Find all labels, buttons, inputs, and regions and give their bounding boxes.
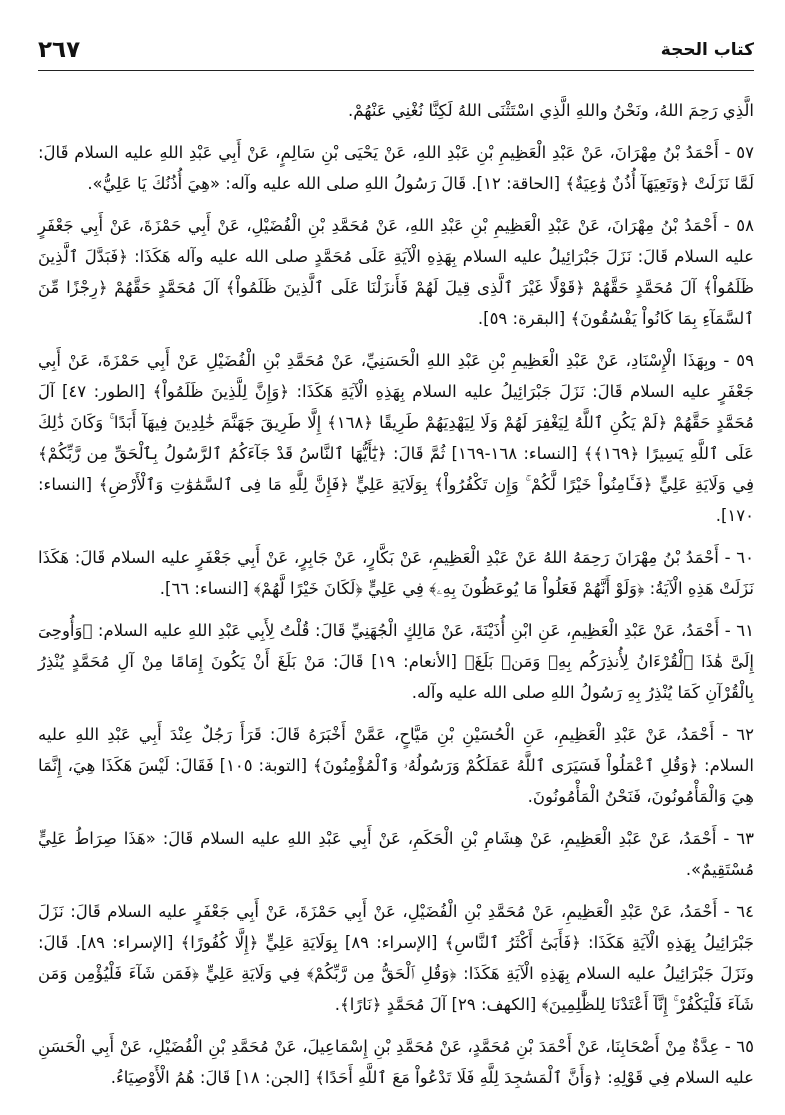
hadith-62: ٦٢ - أَحْمَدُ، عَنْ عَبْدِ الْعَظِيمِ، عَنِ الْحُسَيْنِ بْنِ مَيَّاحٍ، عَمَّنْ أَخْبَرَهُ قَالَ: قَرَأَ رَجُلٌ عِنْدَ أَبِي عَبْدِ اللهِ عليه السلام: ﴿وَقُلِ ٱعْمَلُواْ فَسَيَرَى ٱللَّهُ عَمَلَكُمْ وَرَسُولُهُۥ وَٱلْمُؤْمِنُونَ﴾ [التوبة: ١٠٥] فَقَالَ: لَيْسَ هَكَذَا هِيَ، إِنَّمَا هِيَ وَالْمَأْمُونُونَ، فَنَحْنُ الْمَأْمُونُونَ. [38,725,755,806]
page-header [38,36,754,71]
hadith-58: ٥٨ - أَحْمَدُ بْنُ مِهْرَانَ، عَنْ عَبْدِ الْعَظِيمِ بْنِ عَبْدِ اللهِ، عَنْ مُحَمَّدِ بْنِ الْفُضَيْلِ، عَنْ أَبِي حَمْزَةَ، عَنْ أَبِي جَعْفَرٍ عليه السلام قَالَ: نَزَلَ جَبْرَائِيلُ عليه السلام بِهَذِهِ الْآيَةِ عَلَى مُحَمَّدٍ صلى الله عليه وآله هَكَذَا: ﴿فَبَدَّلَ ٱلَّذِينَ ظَلَمُواْ﴾ آلَ مُحَمَّدٍ حَقَّهُمْ ﴿قَوْلًا غَيْرَ ٱلَّذِى قِيلَ لَهُمْ فَأَنزَلْنَا عَلَى ٱلَّذِينَ ظَلَمُواْ﴾ آلَ مُحَمَّدٍ حَقَّهُمْ ﴿رِجْزًا مِّنَ ٱلسَّمَآءِ بِمَا كَانُواْ يَفْسُقُونَ﴾ [البقرة: ٥٩]. [38,216,754,328]
hadith-57: ٥٧ - أَحْمَدُ بْنُ مِهْرَانَ، عَنْ عَبْدِ الْعَظِيمِ بْنِ عَبْدِ اللهِ، عَنْ يَحْيَى بْنِ سَالِمٍ، عَنْ أَبِي عَبْدِ اللهِ عليه السلام قَالَ: لَمَّا نَزَلَتْ ﴿وَتَعِيَهَآ أُذُنٌ وَٰعِيَةٌ﴾ [الحاقة: ١٢]. قَالَ رَسُولُ اللهِ صلى الله عليه وآله: «هِيَ أُذُنُكَ يَا عَلِيُّ». [38,143,754,193]
hadith-64: ٦٤ - أَحْمَدُ، عَنْ عَبْدِ الْعَظِيمِ، عَنْ مُحَمَّدِ بْنِ الْفُضَيْلِ، عَنْ أَبِي حَمْزَةَ، عَنْ أَبِي جَعْفَرٍ عليه السلام قَالَ: نَزَلَ جَبْرَائِيلُ بِهَذِهِ الْآيَةِ هَكَذَا: ﴿فَأَبَىٰٓ أَكْثَرُ ٱلنَّاسِ﴾ [الإسراء: ٨٩] بِوَلَايَةِ عَلِيٍّ ﴿إِلَّا كُفُورًا﴾ [الإسراء: ٨٩]. قَالَ: ونَزَلَ جَبْرَائِيلُ عليه السلام بِهَذِهِ الْآيَةِ هَكَذَا: ﴿وَقُلِ ٱلْحَقُّ مِن رَّبِّكُمْ﴾ فِي وَلَايَةِ عَلِيٍّ ﴿فَمَن شَآءَ فَلْيُؤْمِن وَمَن شَآءَ فَلْيَكْفُرْ ۚ إِنَّآ أَعْتَدْنَا لِلظَّٰلِمِينَ﴾ [الكهف: ٢٩] آلَ مُحَمَّدٍ ﴿نَارًا﴾. [38,902,755,1014]
book-title: كتاب الحجة [660,40,754,60]
hadith-61: ٦١ - أَحْمَدُ، عَنْ عَبْدِ الْعَظِيمِ، عَنِ ابْنِ أُذَيْنَةَ، عَنْ مَالِكٍ الْجُهَنِيِّ قَالَ: قُلْتُ لِأَبِي عَبْدِ اللهِ عليه السلام: ﴿وَأُوحِىَ إِلَىَّ هَٰذَا ٱلْقُرْءَانُ لِأُنذِرَكُم بِهِۦ وَمَنۢ بَلَغَ﴾ [الأنعام: ١٩] قَالَ: مَنْ بَلَغَ أَنْ يَكُونَ إِمَامًا مِنْ آلِ مُحَمَّدٍ يُنْذِرُ بِالْقُرْآنِ كَمَا يُنْذِرُ بِهِ رَسُولُ اللهِ صلى الله عليه وآله. [38,621,754,702]
hadith-63: ٦٣ - أَحْمَدُ، عَنْ عَبْدِ الْعَظِيمِ، عَنْ هِشَامِ بْنِ الْحَكَمِ، عَنْ أَبِي عَبْدِ اللهِ عليه السلام قَالَ: «هَذَا صِرَاطُ عَلِيٍّ مُسْتَقِيمٌ». [38,829,754,879]
paragraph-intro: الَّذِي رَحِمَ اللهُ، ونَحْنُ واللهِ الَّذِي اسْتَثْنَى اللهُ لَكِنَّا نُغْنِي عَنْهُمْ. [348,101,754,120]
book-page [38,36,754,1096]
body-text [38,95,754,1093]
page-number: ٢٦٧ [38,37,81,63]
hadith-59: ٥٩ - وبِهَذَا الْإِسْنَادِ، عَنْ عَبْدِ الْعَظِيمِ بْنِ عَبْدِ اللهِ الْحَسَنِيِّ، عَنْ مُحَمَّدِ بْنِ الْفُضَيْلِ عَنْ أَبِي حَمْزَةَ، عَنْ أَبِي جَعْفَرٍ عليه السلام قَالَ: نَزَلَ جَبْرَائِيلُ عليه السلام بِهَذِهِ الْآيَةِ هَكَذَا: ﴿وَإِنَّ لِلَّذِينَ ظَلَمُواْ﴾ [الطور: ٤٧] آلَ مُحَمَّدٍ حَقَّهُمْ ﴿لَمْ يَكُنِ ٱللَّهُ لِيَغْفِرَ لَهُمْ وَلَا لِيَهْدِيَهُمْ طَرِيقًا ﴿١٦٨﴾ إِلَّا طَرِيقَ جَهَنَّمَ خَٰلِدِينَ فِيهَآ أَبَدًا ۚ وَكَانَ ذَٰلِكَ عَلَى ٱللَّهِ يَسِيرًا ﴿١٦٩﴾﴾ [النساء: ١٦٨-١٦٩] ثُمَّ قَالَ: ﴿يَٰٓأَيُّهَا ٱلنَّاسُ قَدْ جَآءَكُمُ ٱلرَّسُولُ بِٱلْحَقِّ مِن رَّبِّكُمْ﴾ فِي وَلَايَةِ عَلِيٍّ ﴿فَـَٔامِنُواْ خَيْرًا لَّكُمْ ۚ وَإِن تَكْفُرُواْ﴾ بِوَلَايَةِ عَلِيٍّ ﴿فَإِنَّ لِلَّهِ مَا فِى ٱلسَّمَٰوَٰتِ وَٱلْأَرْضِ﴾ [النساء: ١٧٠]. [38,351,754,525]
hadith-60: ٦٠ - أَحْمَدُ بْنُ مِهْرَانَ رَحِمَهُ اللهُ عَنْ عَبْدِ الْعَظِيمِ، عَنْ بَكَّارٍ، عَنْ جَابِرٍ، عَنْ أَبِي جَعْفَرٍ عليه السلام قَالَ: هَكَذَا نَزَلَتْ هَذِهِ الْآيَةُ: ﴿وَلَوْ أَنَّهُمْ فَعَلُواْ مَا يُوعَظُونَ بِهِۦ﴾ فِي عَلِيٍّ ﴿لَكَانَ خَيْرًا لَّهُمْ﴾ [النساء: ٦٦]. [38,548,754,598]
hadith-65: ٦٥ - عِدَّةٌ مِنْ أَصْحَابِنَا، عَنْ أَحْمَدَ بْنِ مُحَمَّدٍ، عَنْ مُحَمَّدِ بْنِ إِسْمَاعِيلَ، عَنْ مُحَمَّدِ بْنِ الْفُضَيْلِ، عَنْ أَبِي الْحَسَنِ عليه السلام فِي قَوْلِهِ: ﴿وَأَنَّ ٱلْمَسَٰجِدَ لِلَّهِ فَلَا تَدْعُواْ مَعَ ٱللَّهِ أَحَدًا﴾ [الجن: ١٨] قَالَ: هُمُ الْأَوْصِيَاءُ. [38,1037,754,1087]
